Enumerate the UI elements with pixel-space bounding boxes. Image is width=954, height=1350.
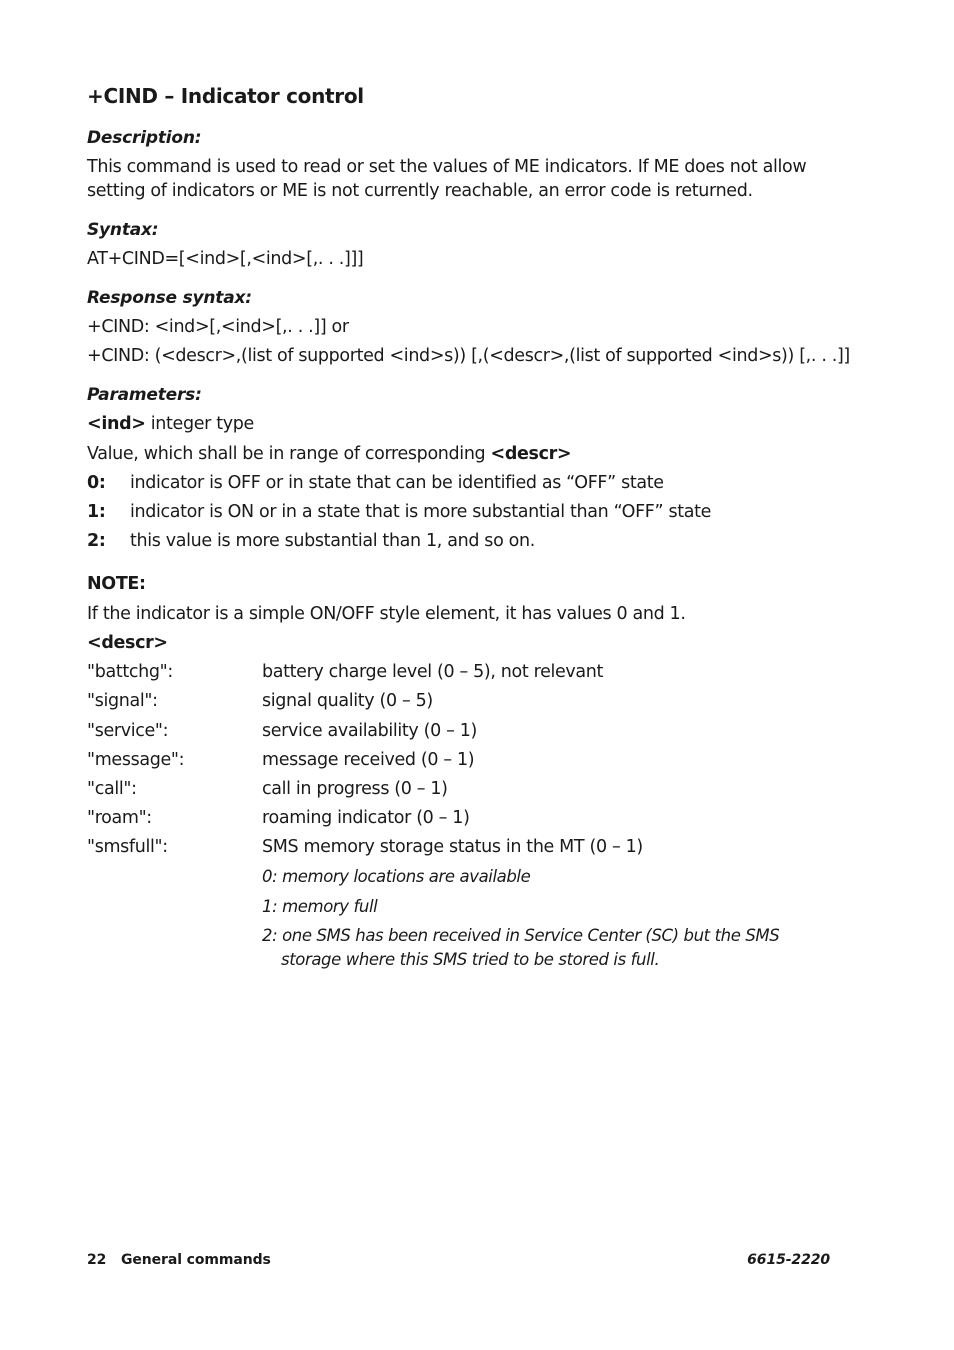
response-syntax-line-1: +CIND: <ind>[,<ind>[,. . .]] or (87, 317, 349, 337)
ind-parameter-line (87, 414, 254, 434)
descr-row-value: signal quality (0 – 5) (262, 691, 433, 711)
description-line-1: This command is used to read or set the values of ME indicators. If ME does not allow (87, 157, 807, 177)
descr-row-key: "battchg": (87, 662, 173, 682)
description-line-2: setting of indicators or ME is not currently reachable, an error code is returned. (87, 181, 753, 201)
footer-section: General commands (121, 1252, 271, 1268)
descr-row (87, 779, 448, 799)
descr-row (87, 721, 477, 741)
response-syntax-line-2: +CIND: (<descr>,(list of supported <ind>s)) [,(<descr>,(list of supported <ind>s)) [,. . .]] (87, 346, 850, 366)
ind-parameter-label: <ind> (87, 414, 146, 434)
descr-row (87, 662, 603, 682)
descr-row (87, 691, 433, 711)
value-range-line (87, 444, 571, 464)
footer-doc-number: 6615-2220 (747, 1252, 830, 1268)
value-item-text: indicator is ON or in a state that is more substantial than “OFF” state (130, 502, 712, 522)
note-heading: NOTE: (87, 574, 146, 594)
value-item-number: 2: (87, 531, 106, 551)
note-text: If the indicator is a simple ON/OFF style element, it has values 0 and 1. (87, 604, 686, 624)
descr-row (87, 837, 643, 857)
syntax-line: AT+CIND=[<ind>[,<ind>[,. . .]]] (87, 249, 364, 269)
smsfull-note: 2: one SMS has been received in Service Center (SC) but the SMS (262, 926, 780, 945)
descr-row-value: service availability (0 – 1) (262, 721, 477, 741)
value-item-number: 0: (87, 473, 106, 493)
response-syntax-heading: Response syntax: (87, 288, 252, 308)
value-range-descr: <descr> (490, 444, 572, 464)
descr-row-value: call in progress (0 – 1) (262, 779, 448, 799)
descr-row-value: roaming indicator (0 – 1) (262, 808, 470, 828)
parameters-heading: Parameters: (87, 385, 202, 405)
smsfull-note: 1: memory full (262, 897, 378, 916)
descr-row-key: "signal": (87, 691, 158, 711)
descr-row-key: "call": (87, 779, 137, 799)
description-heading: Description: (87, 128, 202, 148)
page-title: +CIND – Indicator control (87, 84, 364, 108)
value-item-number: 1: (87, 502, 106, 522)
descr-row-key: "roam": (87, 808, 152, 828)
ind-parameter-type: integer type (145, 414, 254, 434)
descr-row-key: "smsfull": (87, 837, 168, 857)
descr-row-value: message received (0 – 1) (262, 750, 475, 770)
descr-row-value: battery charge level (0 – 5), not relevant (262, 662, 604, 682)
descr-row-value: SMS memory storage status in the MT (0 – 1) (262, 837, 643, 857)
descr-row (87, 808, 470, 828)
smsfull-note: 0: memory locations are available (262, 867, 531, 886)
value-item-text: indicator is OFF or in state that can be identified as “OFF” state (130, 473, 664, 493)
value-item-text: this value is more substantial than 1, and so on. (130, 531, 535, 551)
value-item (87, 502, 711, 522)
descr-row (87, 750, 474, 770)
value-range-text: Value, which shall be in range of corresponding (87, 444, 491, 464)
value-item (87, 531, 535, 551)
descr-row-key: "service": (87, 721, 169, 741)
value-item (87, 473, 664, 493)
descr-row-key: "message": (87, 750, 185, 770)
footer-page-number: 22 (87, 1252, 107, 1268)
descr-heading: <descr> (87, 633, 168, 653)
syntax-heading: Syntax: (87, 220, 159, 240)
smsfull-note-continuation: storage where this SMS tried to be stored is full. (281, 950, 660, 969)
